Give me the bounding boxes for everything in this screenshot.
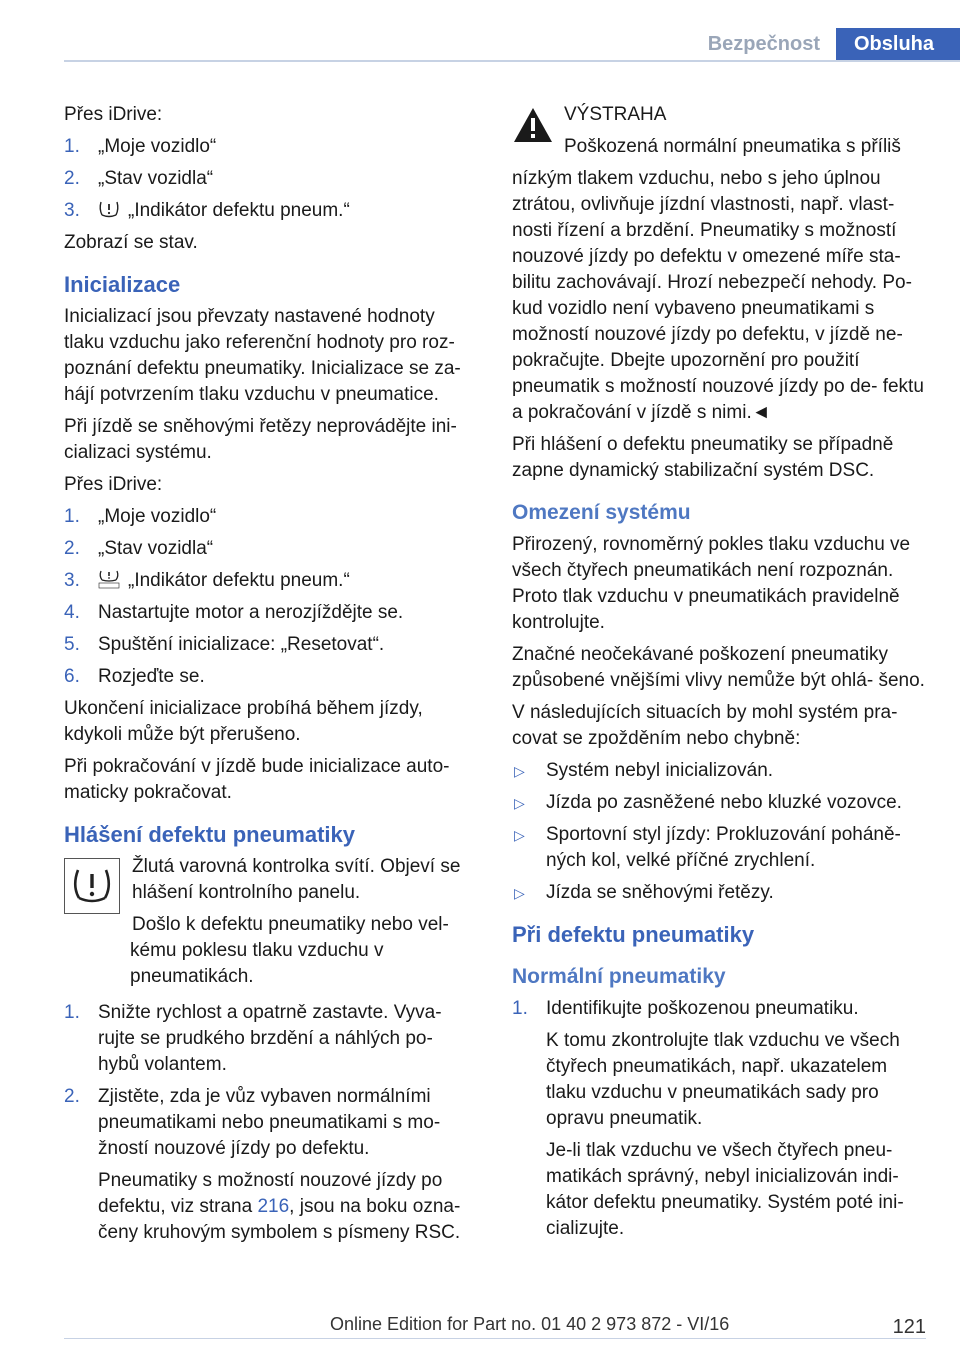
list-item — [64, 536, 476, 562]
warning-block — [512, 102, 930, 160]
page-number: 121 — [892, 1316, 926, 1338]
step-text: „Indikátor defektu pneum.“ — [128, 200, 350, 221]
paragraph: Ukončení inicializace probíhá během jízdy, kdykoli může být přerušeno. — [64, 698, 423, 745]
step-number: 2. — [64, 538, 80, 559]
heading-pri-defektu: Při defektu pneumatiky — [512, 922, 755, 947]
header-rule — [64, 60, 960, 62]
paragraph: Značné neočekávané poškození pneumatiky způsobené vnějšími vlivy nemůže být ohlá‐ šeno. — [512, 644, 925, 691]
list-item — [64, 198, 476, 224]
steps-status — [64, 134, 476, 224]
step-text: „Moje vozidlo“ — [98, 136, 217, 157]
step-text: Zjistěte, zda je vůz vybaven normálními pneumatikami nebo pneumatikami s mo‐ žností nouzové jízdy po defektu. — [98, 1086, 441, 1159]
limits-list — [512, 758, 930, 906]
bullet-triangle-icon: ▷ — [514, 885, 525, 901]
list-item — [512, 996, 930, 1242]
step-text: Nastartujte motor a nerozjíždějte se. — [98, 602, 404, 623]
list-item — [64, 1084, 476, 1246]
step-text: Rozjeďte se. — [98, 666, 205, 687]
list-item — [64, 1000, 476, 1078]
left-column — [64, 102, 476, 1252]
paragraph: Inicializací jsou převzaty nastavené hodnoty tlaku vzduchu jako referenční hodnoty pro roz‐ poznání defektu pneumatiky. Inicializace se za‐ hájí potvrzením tlaku vzduchu v pneumatice. — [64, 306, 461, 405]
heading-omezeni-systemu: Omezení systému — [512, 501, 691, 524]
paragraph: Při jízdě se sněhovými řetězy neprovádějte ini‐ cializaci systému. — [64, 416, 457, 463]
step-text: Identifikujte poškozenou pneumatiku. — [546, 998, 859, 1019]
step-number: 1. — [64, 506, 80, 527]
paragraph — [130, 912, 476, 990]
bullet-text: Jízda po zasněžené nebo kluzké vozovce. — [546, 792, 902, 813]
list-item — [512, 790, 930, 816]
paragraph: Přes iDrive: — [64, 104, 163, 125]
paragraph: Při pokračování v jízdě bude inicializace auto‐ maticky pokračovat. — [64, 756, 450, 803]
bullet-text: Sportovní styl jízdy: Prokluzování poháně‐ ných kol, velké příčné zrychlení. — [546, 824, 901, 871]
step-number: 1. — [64, 136, 80, 157]
bullet-triangle-icon: ▷ — [514, 827, 525, 843]
tab-obsluha[interactable]: Obsluha — [836, 28, 960, 60]
tire-pressure-icon — [98, 199, 120, 219]
paragraph-text: Došlo k defektu pneumatiky nebo vel‐ kému poklesu tlaku vzduchu v pneumatikách. — [130, 914, 449, 987]
subtext-post: , jsou na boku ozna‐ čeny kruhovým symbolem s písmeny RSC. — [98, 1196, 461, 1243]
right-column — [512, 102, 930, 1248]
step-text: „Moje vozidlo“ — [98, 506, 217, 527]
tab-bezpecnost[interactable]: Bezpečnost — [707, 33, 820, 55]
bullet-text: Jízda se sněhovými řetězy. — [546, 882, 774, 903]
list-item — [64, 568, 476, 594]
list-item — [64, 134, 476, 160]
step-text: „Stav vozidla“ — [98, 168, 214, 189]
heading-inicializace: Inicializace — [64, 272, 181, 297]
step-number: 3. — [64, 570, 80, 591]
bullet-triangle-icon: ▷ — [514, 763, 525, 779]
header-tabs — [692, 28, 960, 60]
step-number: 4. — [64, 602, 80, 623]
steps-init — [64, 504, 476, 690]
list-item — [64, 632, 476, 658]
step-number: 2. — [64, 1086, 80, 1107]
list-item — [64, 504, 476, 530]
list-item — [512, 880, 930, 906]
list-item — [512, 758, 930, 784]
paragraph: Při hlášení o defektu pneumatiky se případně zapne dynamický stabilizační systém DSC. — [512, 434, 894, 481]
tire-pressure-warning-icon — [64, 858, 120, 914]
step-text: Spuštění inicializace: „Resetovat“. — [98, 634, 385, 655]
steps-normal — [512, 996, 930, 1242]
heading-normalni-pneumatiky: Normální pneumatiky — [512, 965, 726, 988]
step-subtext — [98, 1168, 476, 1246]
step-subtext: Je-li tlak vzduchu ve všech čtyřech pneu‐ matikách správný, nebyl inicializován indi‐ kátor defektu pneumatiky. Systém poté ini‐ cializujte. — [546, 1140, 904, 1239]
paragraph: Přirozený, rovnoměrný pokles tlaku vzduchu ve všech čtyřech pneumatikách není rozpoznán. Proto tlak vzduchu v pneumatikách pravidelně kontrolujte. — [512, 534, 911, 633]
bullet-triangle-icon: ▷ — [514, 795, 525, 811]
list-item — [512, 822, 930, 874]
footer-rule — [64, 1338, 926, 1339]
step-number: 6. — [64, 666, 80, 687]
paragraph: Přes iDrive: — [64, 474, 163, 495]
paragraph: Zobrazí se stav. — [64, 232, 198, 253]
list-item — [64, 600, 476, 626]
step-subtext: K tomu zkontrolujte tlak vzduchu ve všech čtyřech pneumatikách, např. ukazatelem tlaku vzduchu v pneumatikách sady pro opravu pneumatik. — [546, 1030, 900, 1129]
tpms-message-block — [64, 854, 476, 990]
footer-edition: Online Edition for Part no. 01 40 2 973 872 - VI/16 — [330, 1314, 730, 1334]
paragraph: Žlutá varovná kontrolka svítí. Objeví se hlášení kontrolního panelu. — [132, 856, 461, 903]
step-number: 2. — [64, 168, 80, 189]
page-link-216[interactable]: 216 — [257, 1196, 290, 1217]
warning-line: Poškozená normální pneumatika s příliš — [564, 136, 901, 157]
list-item — [64, 664, 476, 690]
step-text: „Stav vozidla“ — [98, 538, 214, 559]
paragraph: V následujících situacích by mohl systém pra‐ covat se zpožděním nebo chybně: — [512, 702, 898, 749]
warning-text: nízkým tlakem vzduchu, nebo s jeho úplnou ztrátou, ovlivňuje jízdní vlastnosti, např. vlast‐ nosti řízení a brzdění. Pneumatiky s možností nouzové jízdy po defektu v omezené míře sta‐ bilitu zachovávají. Hrozí nebezpečí nehody. Po‐ kud vozidlo není vybaveno pneumatikami s možností nouzové jízdy po defektu, v jízdě ne‐ pokračujte. Dbejte upozornění pro použití pneumatik s možností nouzové jízdy po de‐ fektu a pokračování v jízdě s nimi.◄ — [512, 168, 924, 423]
steps-defect — [64, 1000, 476, 1246]
step-text: „Indikátor defektu pneum.“ — [128, 570, 350, 591]
warning-title: VÝSTRAHA — [564, 104, 667, 125]
step-text: Snižte rychlost a opatrně zastavte. Vyva‐ rujte se prudkého brzdění a náhlých po‐ hybů volantem. — [98, 1002, 442, 1075]
step-number: 5. — [64, 634, 80, 655]
warning-triangle-icon — [512, 106, 554, 144]
tire-pressure-reset-icon — [98, 569, 120, 589]
step-number: 3. — [64, 200, 80, 221]
step-number: 1. — [64, 1002, 80, 1023]
subtext-pre: Pneumatiky s možností nouzové jízdy po defektu, viz strana — [98, 1170, 443, 1217]
heading-hlaseni-defektu: Hlášení defektu pneumatiky — [64, 822, 355, 847]
bullet-text: Systém nebyl inicializován. — [546, 760, 774, 781]
list-item — [64, 166, 476, 192]
step-number: 1. — [512, 998, 528, 1019]
